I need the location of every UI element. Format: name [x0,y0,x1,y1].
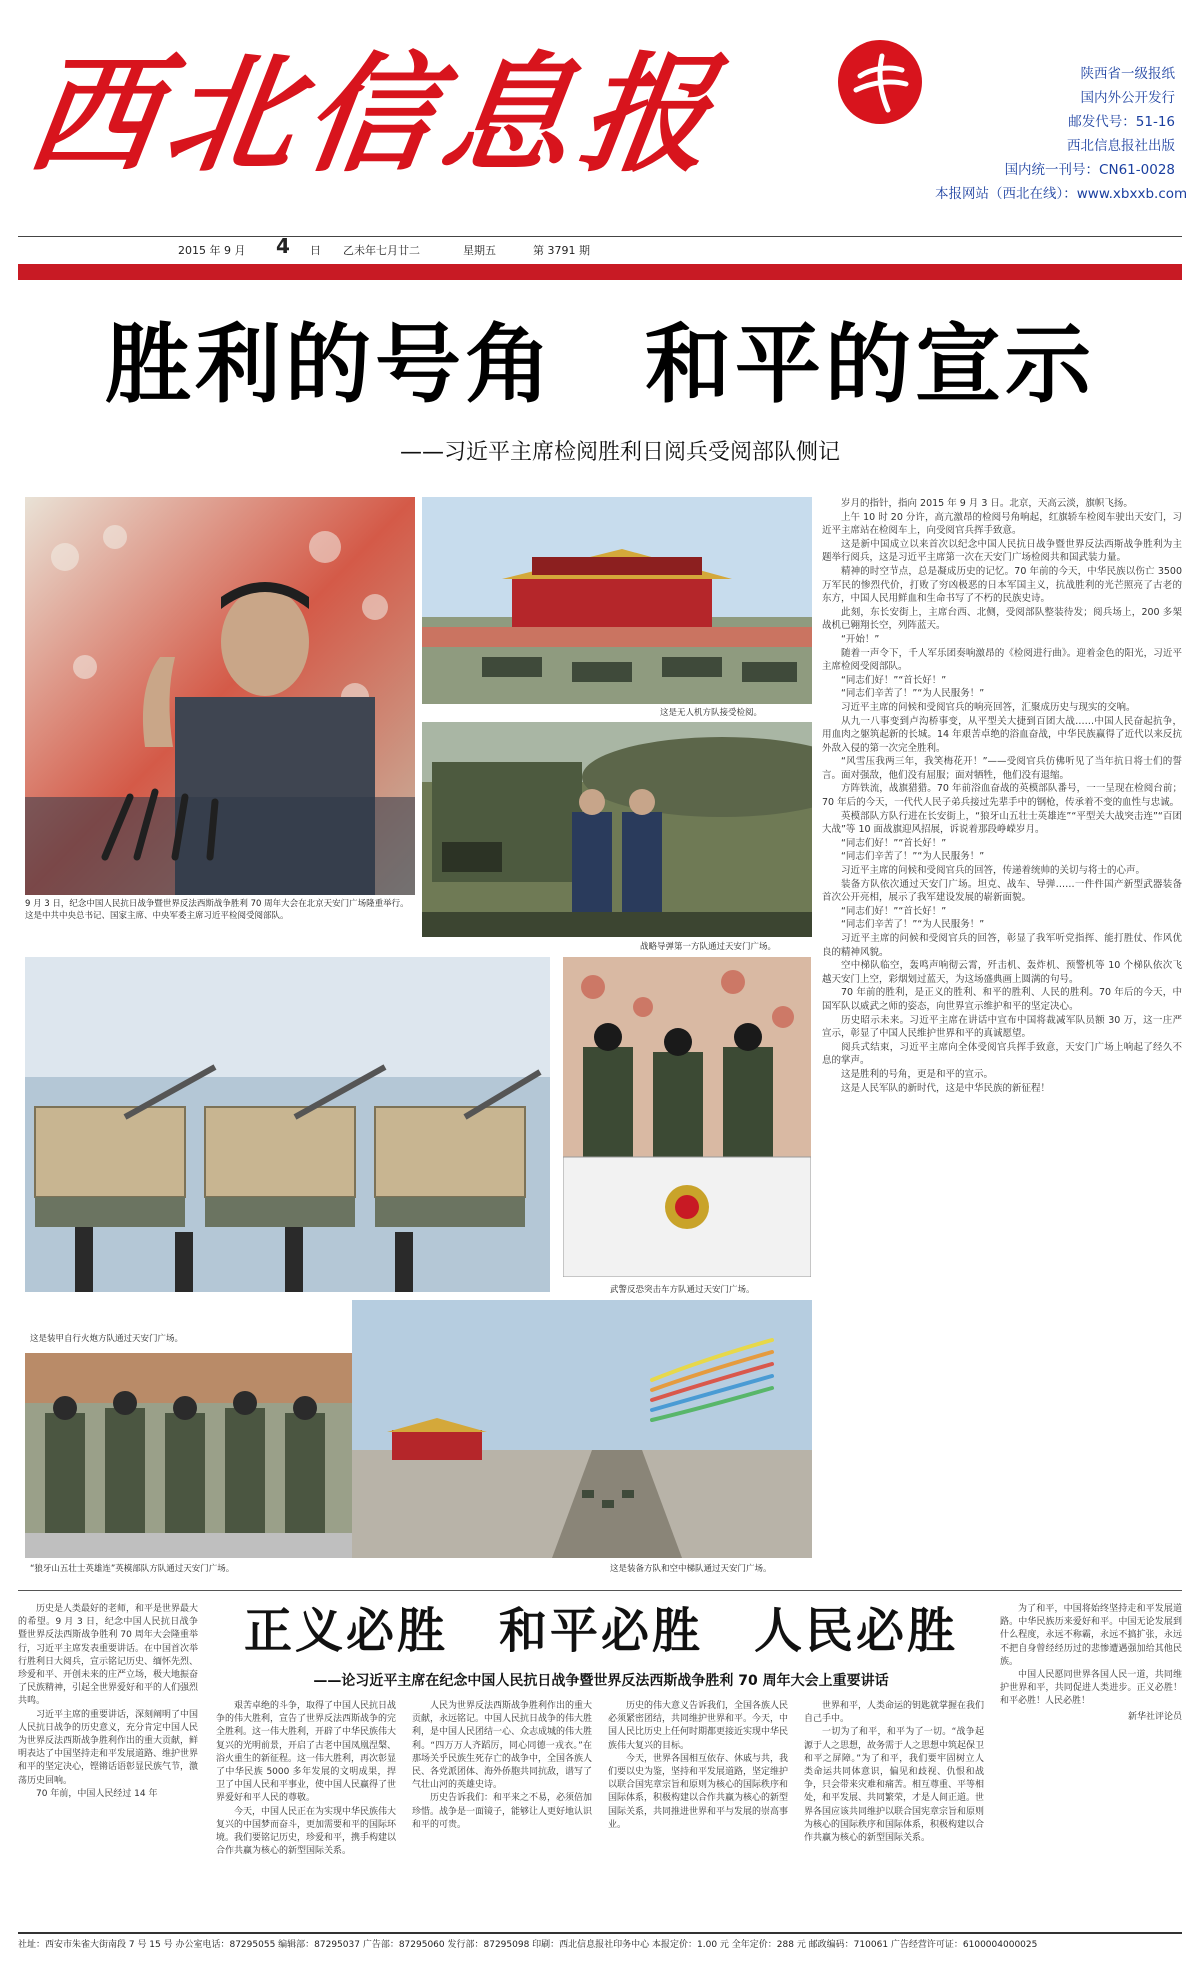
article-paragraph: 习近平主席的问候和受阅官兵的回答，传递着统帅的关切与将士的心声。 [841,865,1146,877]
article-paragraph: 人民为世界反法西斯战争胜利作出的重大贡献，永远铭记。中国人民抗日战争的伟大胜利，是中国人民团结一心、众志成城的伟大胜利。“四万万人齐蹈厉，同心同德一戎衣。”在那场关乎民族生死存亡的战争中，全国各族人民、各党派团体、海外侨胞共同抗敌，谱写了气壮山河的英雄史诗。 [412,1701,592,1791]
article-paragraph: 这是胜利的号角，更是和平的宣示。 [841,1068,994,1080]
photo-caption: “狼牙山五壮士英雄连”英模部队方队通过天安门广场。 [30,1564,235,1574]
pubinfo-line: 国内外公开发行 [1080,90,1175,106]
article-paragraph: 从九一八事变到卢沟桥事变，从平型关大捷到百团大战……中国人民奋起抗争，用血肉之躯筑起新的长城。14 年艰苦卓绝的浴血奋战，中华民族赢得了近代以来反抗外敌入侵的第一次完全胜利。 [822,715,1182,754]
article-paragraph: 这是新中国成立以来首次以纪念中国人民抗日战争暨世界反法西斯战争胜利为主题举行阅兵，这是习近平主席第一次在天安门广场检阅共和国武装力量。 [822,538,1182,564]
article-paragraph: “同志们好！”“首长好！” [841,837,947,849]
date-day: 4 [276,234,290,258]
masthead [0,0,1200,230]
commentary-column [216,1700,396,1925]
article-paragraph: 此刻，东长安街上，主席台西、北侧，受阅部队整装待发；阅兵场上，200 多架战机已翱翔长空，列阵蓝天。 [822,606,1182,632]
photo-square-air-formation[interactable] [352,1300,812,1558]
article-paragraph: 历史的伟大意义告诉我们，全国各族人民必须紧密团结，共同维护世界和平。今天，中国人民比历史上任何时期都更接近实现中华民族伟大复兴的目标。 [608,1701,788,1751]
article-paragraph: 阅兵式结束，习近平主席向全体受阅官兵挥手致意，天安门广场上响起了经久不息的掌声。 [822,1041,1182,1067]
article-paragraph: 一切为了和平，和平为了一切。“战争起源于人之思想，故务需于人之思想中筑起保卫和平之屏障。”为了和平，我们要牢固树立人类命运共同体意识，偏见和歧视、仇恨和战争，只会带来灾难和痛苦。相互尊重、平等相处，和平发展、共同繁荣，才是人间正道。世界各国应该共同维护以联合国宪章宗旨和原则为核心的国际秩序和国际体系，积极构建以合作共赢为核心的新型国际关系。 [804,1727,984,1844]
article-paragraph: 今天，中国人民正在为实现中华民族伟大复兴的中国梦而奋斗，更加需要和平的国际环境。我们要铭记历史，珍爱和平，携手构建以合作共赢为核心的新型国际关系。 [216,1806,396,1857]
newspaper-nameplate: 西北信息报 [19,40,731,190]
publication-info [935,62,1188,206]
article-paragraph: 随着一声令下，千人军乐团奏响激昂的《检阅进行曲》。迎着金色的阳光，习近平主席检阅受阅部队。 [822,647,1182,673]
pubinfo-line: 邮发代号：51-16 [1068,114,1175,130]
pubinfo-line: 西北信息报社出版 [1067,138,1175,154]
right-column-article [822,497,1182,1572]
article-paragraph: 方阵铁流，战旗猎猎。70 年前浴血奋战的英模部队番号，一一呈现在检阅台前；70 年后的今天，一代代人民子弟兵接过先辈手中的钢枪，传承着不变的血性与忠诚。 [822,783,1182,809]
pubinfo-line: 陕西省一级报纸 [1080,66,1175,82]
article-paragraph: 岁月的指针，指向 2015 年 9 月 3 日。北京，天高云淡，旗帜飞扬。 [841,498,1133,509]
photo-caption: 9 月 3 日，纪念中国人民抗日战争暨世界反法西斯战争胜利 70 周年大会在北京天安门广场隆重举行。这是中共中央总书记、国家主席、中央军委主席习近平检阅受阅部队。 [25,899,409,921]
red-divider-bar [18,264,1182,280]
photo-caption: 这是装备方队和空中梯队通过天安门广场。 [610,1564,772,1574]
article-paragraph: “同志们辛苦了！”“为人民服务！” [841,688,985,700]
date-day-suffix: 日 [310,244,321,257]
commentary-column [1000,1603,1182,1925]
article-paragraph: 这是人民军队的新时代，这是中华民族的新征程！ [841,1082,1051,1094]
date-weekday: 星期五 [463,244,496,257]
commentary-column [804,1700,984,1925]
pubinfo-line: 国内统一刊号：CN61-0028 [1004,162,1175,178]
photo-caption: 这是装甲自行火炮方队通过天安门广场。 [30,1334,184,1344]
photo-marching-infantry[interactable] [25,1353,370,1558]
commentary-column [608,1700,788,1925]
date-year-month: 2015 年 9 月 [178,244,246,257]
article-paragraph: “同志们辛苦了！”“为人民服务！” [841,919,985,931]
commentary-column [412,1700,592,1925]
newspaper-logo-icon [838,40,922,124]
page-footer: 社址：西安市朱雀大街南段 7 号 15 号 办公室电话：87295055 编辑部：87295037 广告部：87295060 发行部：87295098 印刷：西北信息报社印务中心 本报定价：1.00 元 全年定价：288 元 邮政编码：710061 广告经营许可证：6100004000025 [18,1932,1182,1956]
article-paragraph: 精神的时空节点，总是凝成历史的记忆。70 年前的今天，中华民族以伤亡 3500 万军民的惨烈代价，打败了穷凶极恶的日本军国主义，抗战胜利的光芒照亮了古老的东方，中国人民用鲜血和生命书写了不朽的民族史诗。 [822,565,1182,605]
article-paragraph: 历史昭示未来。习近平主席在讲话中宣布中国将裁减军队员额 30 万，这一庄严宣示，彰显了中国人民维护世界和平的真诚愿望。 [822,1014,1182,1040]
photo-tiananmen-drones[interactable] [422,497,812,704]
article-paragraph: 空中梯队临空，轰鸣声响彻云霄，歼击机、轰炸机、预警机等 10 个梯队依次飞越天安门上空，彩烟划过蓝天，为这场盛典画上圆满的句号。 [822,960,1182,985]
article-paragraph: “同志们好！”“首长好！” [841,905,947,917]
article-paragraph: 习近平主席的问候和受阅官兵的回答，彰显了我军听党指挥、能打胜仗、作风优良的精神风貌。 [822,933,1182,958]
photo-strategic-missile[interactable] [422,722,812,937]
article-paragraph: 世界和平，人类命运的钥匙就掌握在我们自己手中。 [804,1701,984,1725]
website-link[interactable]: 本报网站（西北在线）：www.xbxxb.com [935,186,1188,202]
section-divider [18,1590,1182,1591]
page-headline[interactable]: 胜利的号角 和平的宣示 [105,315,1095,415]
date-lunar: 乙未年七月廿二 [343,244,420,257]
article-paragraph: 上午 10 时 20 分许，高亢激昂的检阅号角响起，红旗轿车检阅车驶出天安门，习近平主席站在检阅车上，向受阅官兵挥手致意。 [822,511,1182,537]
article-paragraph: 艰苦卓绝的斗争，取得了中国人民抗日战争的伟大胜利，宣告了世界反法西斯战争的完全胜利。这一伟大胜利，开辟了中华民族伟大复兴的光明前景，开启了古老中国凤凰涅槃、浴火重生的新征程。这一伟大胜利，再次彰显了中华民族 5000 多年发展的文明成果，捍卫了中国人民和平事业，使中国人民赢得了世界爱好和平人民的尊敬。 [216,1701,396,1804]
commentary-headline[interactable]: 正义必胜 和平必胜 人民必胜 [243,1603,958,1659]
commentary-column [18,1603,198,1925]
article-paragraph: 习近平主席的问候和受阅官兵的响亮回答，汇聚成历史与现实的交响。 [841,701,1136,713]
dateline [18,236,1182,256]
article-paragraph: 装备方队依次通过天安门广场。坦克、战车、导弹……一件件国产新型武器装备首次公开亮相，展示了我军建设发展的崭新面貌。 [822,878,1182,904]
photo-leader-review[interactable] [25,497,415,895]
article-paragraph: 历史告诉我们：和平来之不易，必须倍加珍惜。战争是一面镜子，能够让人更好地认识和平的可贵。 [412,1793,592,1830]
issue-number: 第 3791 期 [533,244,590,257]
article-paragraph: 英模部队方队行进在长安街上，“狼牙山五壮士英雄连”“平型关大战突击连”“百团大战”等 10 面战旗迎风招展，诉说着那段峥嵘岁月。 [822,810,1182,836]
photo-caption: 武警反恐突击车方队通过天安门广场。 [610,1285,755,1295]
article-signature: 新华社评论员 [1127,1711,1182,1722]
commentary-subheadline: ——论习近平主席在纪念中国人民抗日战争暨世界反法西斯战争胜利 70 周年大会上重要讲话 [313,1673,889,1689]
photo-caption: 这是无人机方队接受检阅。 [660,708,763,718]
article-paragraph: 70 年前的胜利，是正义的胜利、和平的胜利、人民的胜利。70 年后的今天，中国军队以威武之师的姿态，向世界宣示维护和平的坚定决心。 [822,987,1182,1012]
photo-self-propelled-artillery[interactable] [25,957,550,1292]
page-subheadline: ——习近平主席检阅胜利日阅兵受阅部队侧记 [400,440,841,465]
article-paragraph: “同志们好！”“首长好！” [841,674,947,686]
article-paragraph: 习近平主席的重要讲话，深刻阐明了中国人民抗日战争的历史意义，充分肯定中国人民为世界反法西斯战争胜利作出的重大贡献，鲜明表达了中国坚持走和平发展道路、维护世界和平的坚定决心，铿锵话语彰显民族气节，激荡历史回响。 [18,1709,198,1786]
article-paragraph: “同志们辛苦了！”“为人民服务！” [841,851,985,863]
article-paragraph: 70 年前，中国人民经过 14 年 [36,1788,158,1799]
article-paragraph: 中国人民愿同世界各国人民一道，共同维护世界和平，共同促进人类进步。正义必胜！和平必胜！人民必胜！ [1000,1670,1182,1707]
article-paragraph: “开始！” [841,633,880,645]
photo-caption: 战略导弹第一方队通过天安门广场。 [640,942,777,952]
article-paragraph: “风雪压我两三年，我笑梅花开！”——受阅官兵仿佛听见了当年抗日将士们的誓言。面对强敌，他们没有屈服；面对牺牲，他们没有退缩。 [822,756,1182,781]
photo-armed-police-vehicle[interactable] [563,957,811,1277]
article-paragraph: 历史是人类最好的老师，和平是世界最大的希望。9 月 3 日，纪念中国人民抗日战争暨世界反法西斯战争胜利 70 周年大会隆重举行，习近平主席发表重要讲话。在中国首次举行胜利日大阅兵，宣示铭记历史、缅怀先烈、珍爱和平、开创未来的庄严立场，极大地振奋了民族精神，引起全世界爱好和平的人们强烈共鸣。 [18,1604,198,1707]
article-paragraph: 今天，世界各国相互依存、休戚与共，我们要以史为鉴，坚持和平发展道路，坚定维护以联合国宪章宗旨和原则为核心的国际秩序和国际体系，积极构建以合作共赢为核心的新型国际关系，共同推进世界和平与发展的崇高事业。 [608,1753,788,1830]
article-paragraph: 为了和平，中国将始终坚持走和平发展道路。中华民族历来爱好和平。中国无论发展到什么程度，永远不称霸，永远不搞扩张，永远不把自身曾经经历过的悲惨遭遇强加给其他民族。 [1000,1604,1182,1667]
